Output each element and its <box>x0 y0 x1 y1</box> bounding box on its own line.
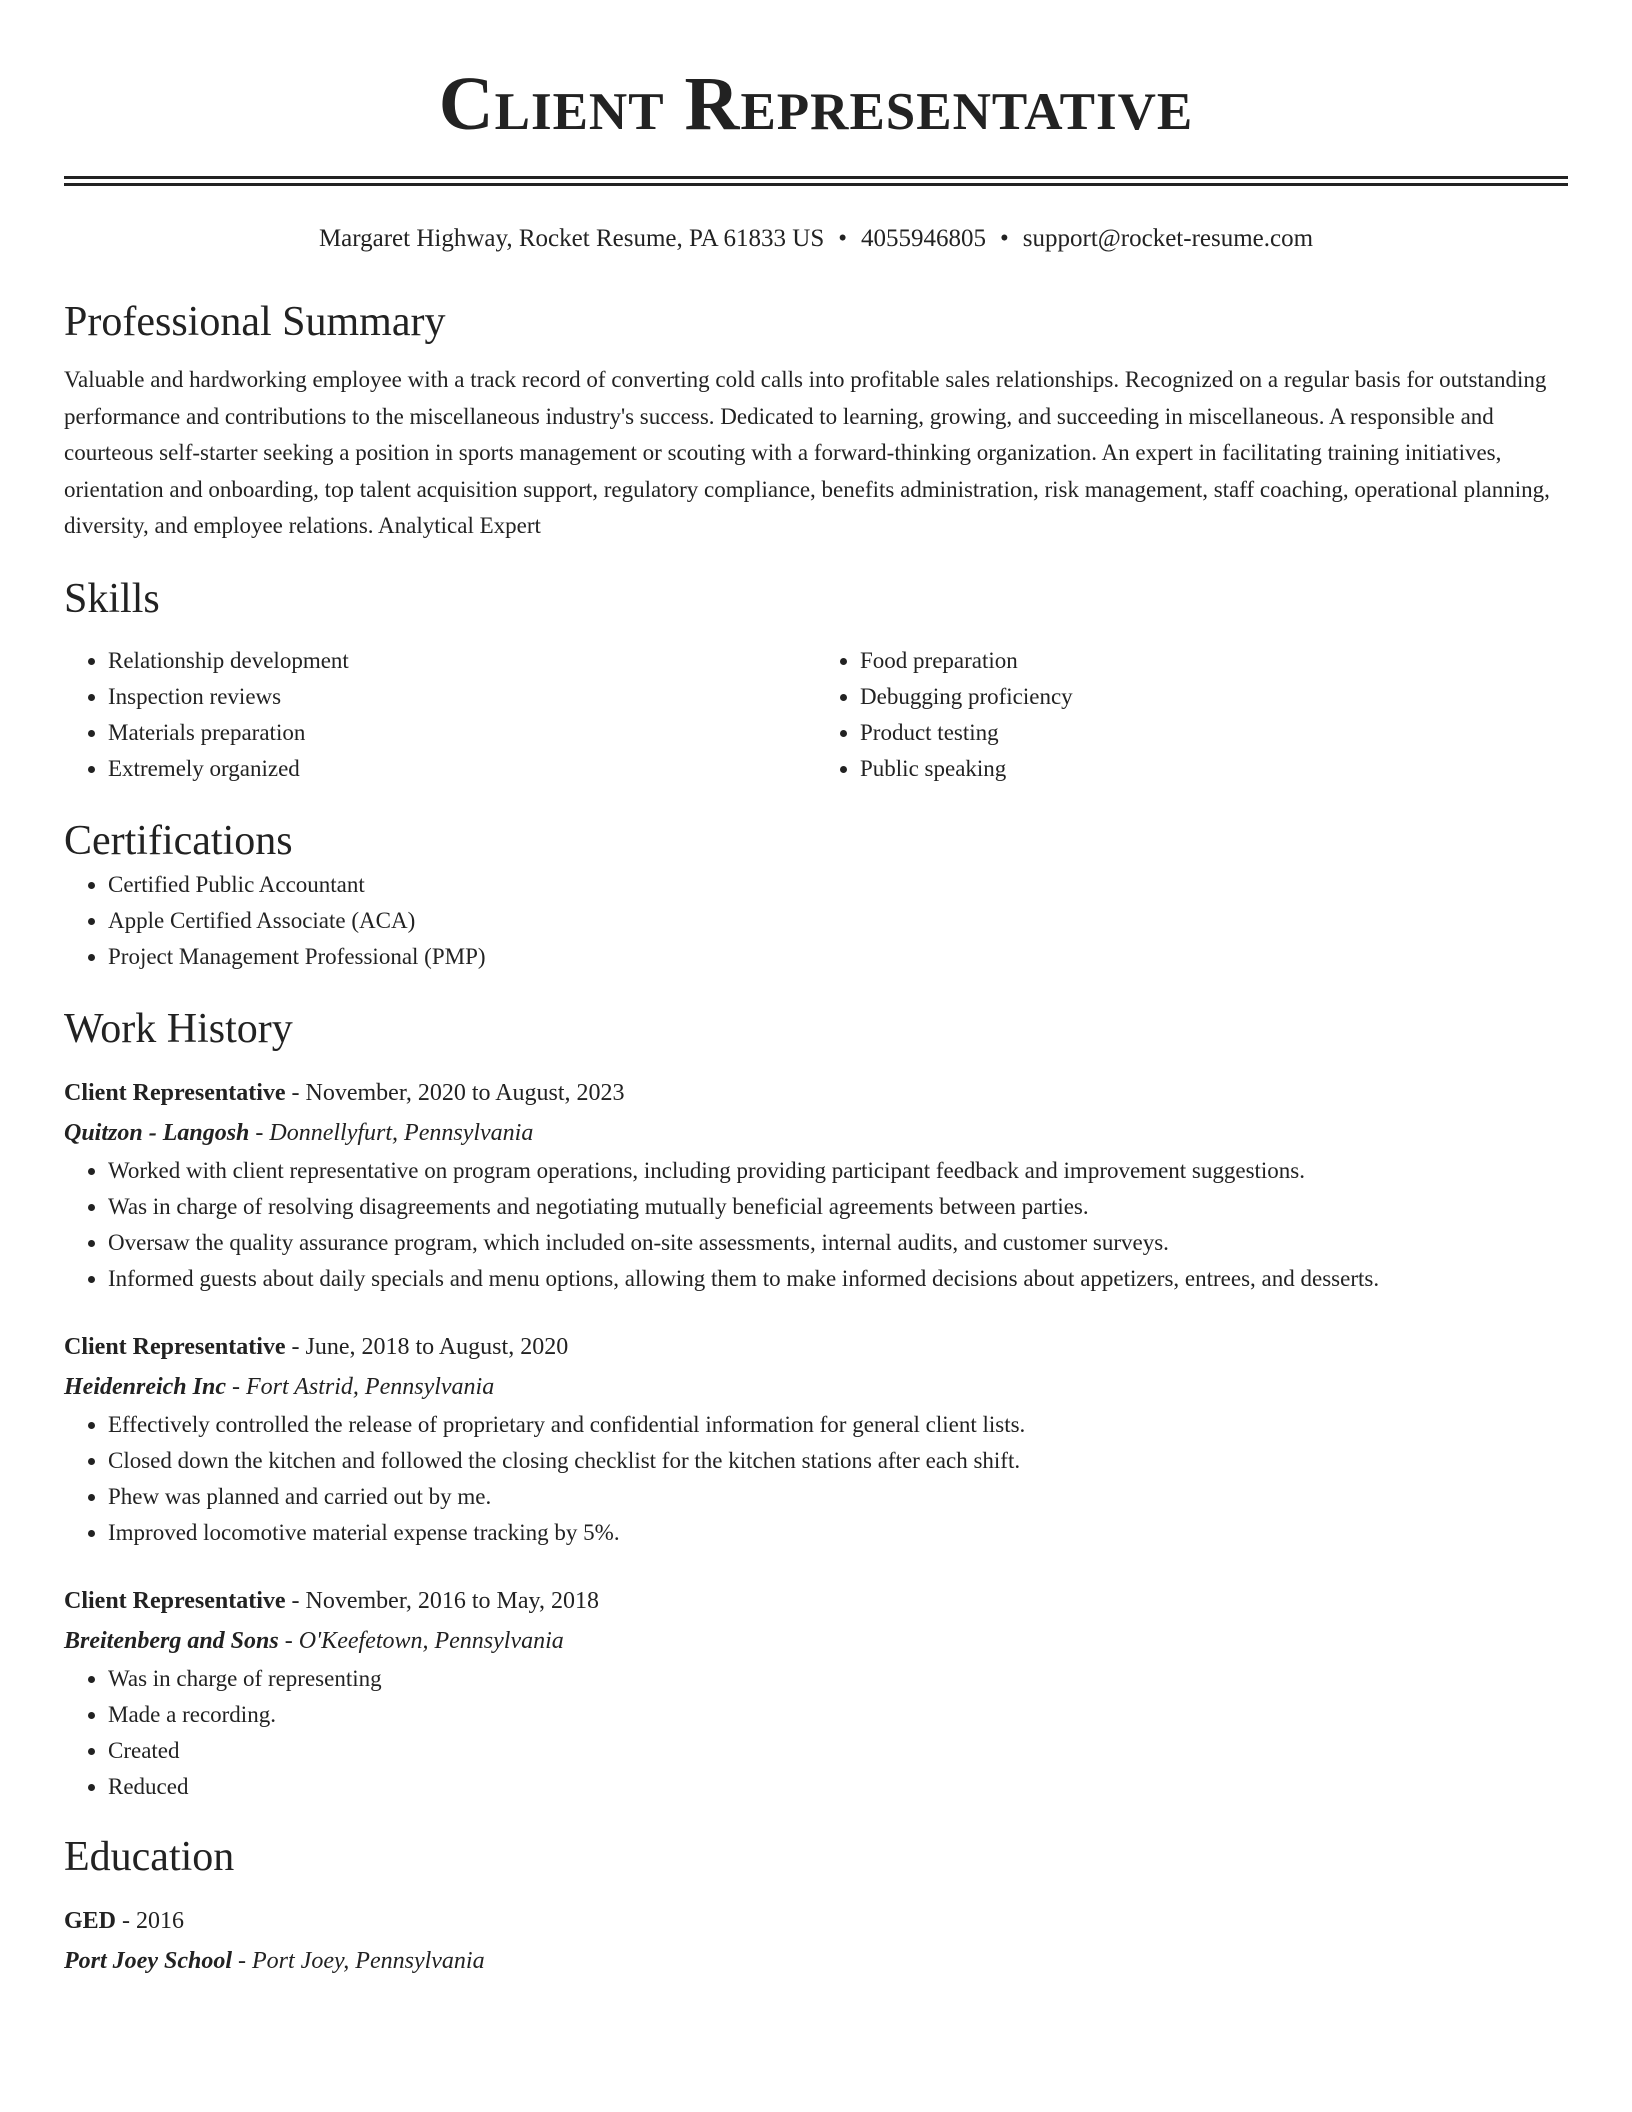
job-company: Quitzon - Langosh <box>64 1119 250 1146</box>
education-year: 2016 <box>136 1907 185 1934</box>
job-bullet: • Effectively controlled the release of proprietary and confidential information for general client lists. <box>108 1407 1568 1443</box>
job-company-line: Breitenberg and Sons - O'Keefetown, Pennsylvania <box>64 1627 564 1654</box>
skills-heading: Skills <box>64 575 160 622</box>
job-entry <box>64 1073 1568 1297</box>
summary-heading: Professional Summary <box>64 299 446 345</box>
education-degree-line: GED - 2016 <box>64 1907 185 1934</box>
job-title: Client Representative <box>64 1079 286 1106</box>
job-bullet: • Made a recording. <box>108 1697 1568 1733</box>
job-bullet: • Informed guests about daily specials and menu options, allowing them to make informed decisions about appetizers, entrees, and desserts. <box>108 1261 1568 1297</box>
job-bullet: • Worked with client representative on program operations, including providing participant feedback and improvement suggestions. <box>108 1153 1568 1189</box>
work-history-heading: Work History <box>64 1005 293 1052</box>
job-entry <box>64 1327 1568 1551</box>
job-location: Donnellyfurt, Pennsylvania <box>269 1119 534 1146</box>
skills-list-right <box>816 643 1568 787</box>
job-bullets <box>64 1407 1568 1551</box>
skills-columns <box>64 643 1568 787</box>
job-title-line: Client Representative - June, 2018 to August, 2020 <box>64 1333 569 1360</box>
job-bullet: • Created <box>108 1733 1568 1769</box>
certification-item: • Certified Public Accountant <box>108 867 1568 903</box>
job-location: O'Keefetown, Pennsylvania <box>298 1627 564 1654</box>
skill-item: • Public speaking <box>860 751 1568 787</box>
skill-item: • Extremely organized <box>108 751 816 787</box>
skill-item: • Food preparation <box>860 643 1568 679</box>
job-title-line: Client Representative - November, 2016 to May, 2018 <box>64 1587 599 1614</box>
education-location: Port Joey, Pennsylvania <box>252 1947 485 1974</box>
skill-item: • Materials preparation <box>108 715 816 751</box>
education-degree: GED <box>64 1907 117 1934</box>
job-bullet: • Oversaw the quality assurance program, which included on-site assessments, internal audits, and customer surveys. <box>108 1225 1568 1261</box>
contact-email[interactable]: support@rocket-resume.com <box>1022 225 1314 252</box>
job-dates: November, 2020 to August, 2023 <box>305 1079 625 1106</box>
skills-list-left <box>64 643 816 787</box>
job-company-line: Quitzon - Langosh - Donnellyfurt, Pennsylvania <box>64 1119 534 1146</box>
job-bullet: • Closed down the kitchen and followed the closing checklist for the kitchen stations after each shift. <box>108 1443 1568 1479</box>
job-dates: November, 2016 to May, 2018 <box>305 1587 599 1614</box>
skill-item: • Debugging proficiency <box>860 679 1568 715</box>
skill-item: • Relationship development <box>108 643 816 679</box>
contact-address: Margaret Highway, Rocket Resume, PA 61833 US <box>318 225 825 252</box>
job-dates: June, 2018 to August, 2020 <box>305 1333 569 1360</box>
certifications-list <box>64 867 1568 975</box>
education-school: Port Joey School <box>64 1947 232 1974</box>
skill-item: • Product testing <box>860 715 1568 751</box>
education-entry <box>64 1901 1568 1981</box>
certification-item: • Apple Certified Associate (ACA) <box>108 903 1568 939</box>
contact-separator: • <box>1000 225 1009 252</box>
skill-item: • Inspection reviews <box>108 679 816 715</box>
job-bullet: • Improved locomotive material expense tracking by 5%. <box>108 1515 1568 1551</box>
job-bullet: • Phew was planned and carried out by me. <box>108 1479 1568 1515</box>
job-bullet: • Was in charge of resolving disagreements and negotiating mutually beneficial agreements between parties. <box>108 1189 1568 1225</box>
job-title-line: Client Representative - November, 2020 to August, 2023 <box>64 1079 625 1106</box>
certification-item: • Project Management Professional (PMP) <box>108 939 1568 975</box>
job-title: Client Representative <box>64 1333 286 1360</box>
title-double-rule <box>64 176 1568 186</box>
job-bullet: • Reduced <box>108 1769 1568 1805</box>
job-company: Heidenreich Inc <box>64 1373 226 1400</box>
job-entry <box>64 1581 1568 1805</box>
job-bullet: • Was in charge of representing <box>108 1661 1568 1697</box>
job-bullets <box>64 1153 1568 1297</box>
education-school-line: Port Joey School - Port Joey, Pennsylvania <box>64 1947 485 1974</box>
job-company-line: Heidenreich Inc - Fort Astrid, Pennsylvania <box>64 1373 495 1400</box>
contact-separator: • <box>838 225 847 252</box>
job-company: Breitenberg and Sons <box>64 1627 279 1654</box>
job-location: Fort Astrid, Pennsylvania <box>246 1373 495 1400</box>
certifications-heading: Certifications <box>64 817 293 864</box>
summary-text: Valuable and hardworking employee with a track record of converting cold calls into profitable sales relationships. Recognized on a regular basis for outstanding performance and contributions to the miscellaneous industry's success. Dedicated to learning, growing, and succeeding in miscellaneous. A responsible and courteous self-starter seeking a position in sports management or scouting with a forward-thinking organization. An expert in facilitating training initiatives, orientation and onboarding, top talent acquisition support, regulatory compliance, benefits administration, risk management, staff coaching, operational planning, diversity, and employee relations. Analytical Expert <box>64 367 1550 538</box>
contact-line <box>64 222 1568 256</box>
education-heading: Education <box>64 1833 235 1880</box>
job-bullets <box>64 1661 1568 1805</box>
contact-phone: 4055946805 <box>861 225 986 252</box>
job-title: Client Representative <box>64 1587 286 1614</box>
resume-title: Client Representative <box>438 62 1194 146</box>
